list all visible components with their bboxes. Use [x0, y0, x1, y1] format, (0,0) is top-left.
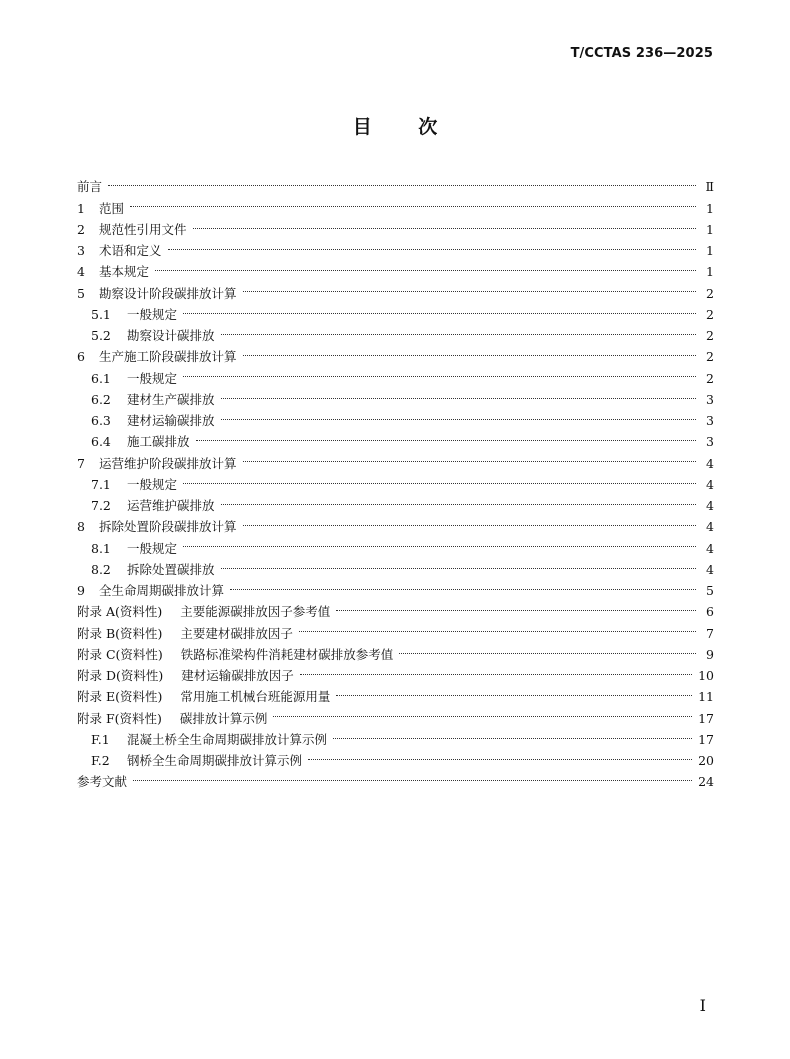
- toc-entry[interactable]: [77, 687, 714, 708]
- toc-entry-label: 建材运输碳排放: [127, 413, 215, 429]
- toc-entry-number: 4: [77, 264, 85, 280]
- toc-entry-number: 5.1: [91, 306, 111, 322]
- toc-dot-leader: [243, 525, 696, 526]
- toc-dot-leader: [130, 206, 696, 207]
- toc-entry-page: 17: [698, 731, 714, 747]
- toc-entry[interactable]: [77, 645, 714, 666]
- toc-dot-leader: [243, 355, 696, 356]
- toc-dot-leader: [336, 610, 696, 611]
- toc-entry-label: 常用施工机械台班能源用量: [180, 689, 331, 705]
- toc-entry-page: 4: [706, 455, 714, 471]
- toc-entry-label: 规范性引用文件: [99, 221, 187, 237]
- toc-dot-leader: [183, 376, 696, 377]
- toc-entry-page: 4: [706, 476, 714, 492]
- toc-dot-leader: [243, 291, 696, 292]
- toc-entry-page: 5: [706, 583, 714, 599]
- toc-entry[interactable]: [77, 220, 714, 241]
- toc-dot-leader: [221, 504, 696, 505]
- toc-entry-page: 2: [706, 328, 714, 344]
- toc-entry[interactable]: [77, 538, 714, 559]
- toc-entry-page: 9: [706, 646, 714, 662]
- toc-entry[interactable]: [77, 283, 714, 304]
- toc-entry-number: 附录 F(资料性): [77, 710, 162, 726]
- document-code: T/CCTAS 236—2025: [570, 46, 713, 61]
- toc-dot-leader: [336, 695, 692, 696]
- toc-entry-label: 范围: [99, 200, 125, 216]
- toc-entry-page: 1: [706, 264, 714, 280]
- toc-entry-label: 一般规定: [127, 540, 178, 556]
- toc-entry-number: 6: [77, 349, 85, 365]
- toc-entry-page: 3: [706, 434, 714, 450]
- toc-entry-page: 3: [706, 391, 714, 407]
- toc-entry[interactable]: [77, 347, 714, 368]
- toc-entry-number: 6.3: [91, 413, 111, 429]
- toc-dot-leader: [183, 313, 696, 314]
- toc-entry-label: 钢桥全生命周期碳排放计算示例: [127, 753, 303, 769]
- toc-entry-label: 前言: [77, 179, 103, 195]
- toc-dot-leader: [183, 483, 696, 484]
- toc-entry[interactable]: [77, 368, 714, 389]
- toc-entry-number: 5: [77, 285, 85, 301]
- toc-dot-leader: [168, 249, 696, 250]
- toc-entry[interactable]: [77, 666, 714, 687]
- table-of-contents: [77, 177, 714, 793]
- toc-entry-label: 碳排放计算示例: [179, 710, 268, 726]
- toc-entry[interactable]: [77, 241, 714, 262]
- toc-dot-leader: [300, 674, 692, 675]
- toc-dot-leader: [221, 419, 696, 420]
- toc-entry-page: 11: [698, 689, 714, 705]
- toc-dot-leader: [273, 716, 692, 717]
- toc-dot-leader: [183, 546, 696, 547]
- toc-entry-label: 建材运输碳排放因子: [181, 668, 294, 684]
- toc-entry-page: 2: [706, 306, 714, 322]
- toc-entry-page: 7: [706, 625, 714, 641]
- toc-entry-number: F.1: [91, 731, 110, 747]
- toc-entry-label: 生产施工阶段碳排放计算: [99, 349, 237, 365]
- toc-entry-label: 勘察设计阶段碳排放计算: [99, 285, 237, 301]
- toc-dot-leader: [155, 270, 696, 271]
- toc-entry-number: 6.4: [91, 434, 111, 450]
- toc-dot-leader: [221, 334, 696, 335]
- toc-dot-leader: [221, 568, 696, 569]
- toc-entry-number: 2: [77, 221, 85, 237]
- toc-entry-label: 混凝土桥全生命周期碳排放计算示例: [127, 731, 328, 747]
- toc-entry-label: 主要能源碳排放因子参考值: [180, 604, 331, 620]
- toc-dot-leader: [243, 461, 696, 462]
- toc-entry[interactable]: [77, 305, 714, 326]
- toc-entry-label: 拆除处置阶段碳排放计算: [99, 519, 237, 535]
- toc-entry-number: 8: [77, 519, 85, 535]
- toc-entry[interactable]: [77, 708, 714, 729]
- toc-entry[interactable]: [77, 751, 714, 772]
- toc-entry-number: 附录 B(资料性): [77, 625, 163, 641]
- toc-dot-leader: [399, 653, 696, 654]
- toc-entry-number: 7.2: [91, 498, 111, 514]
- toc-entry-label: 参考文献: [77, 774, 128, 790]
- toc-dot-leader: [196, 440, 696, 441]
- toc-entry-page: 1: [706, 243, 714, 259]
- toc-entry-page: 1: [706, 221, 714, 237]
- page-number: I: [699, 996, 706, 1015]
- toc-entry-page: 4: [706, 498, 714, 514]
- toc-entry[interactable]: [77, 390, 714, 411]
- toc-entry-number: 附录 D(资料性): [77, 668, 164, 684]
- toc-entry[interactable]: [77, 581, 714, 602]
- toc-dot-leader: [133, 780, 692, 781]
- toc-entry-label: 拆除处置碳排放: [127, 561, 215, 577]
- toc-entry-label: 运营维护碳排放: [127, 498, 215, 514]
- toc-entry-page: 17: [698, 710, 714, 726]
- toc-dot-leader: [221, 398, 696, 399]
- toc-entry[interactable]: [77, 602, 714, 623]
- toc-entry-page: 20: [698, 753, 714, 769]
- toc-entry[interactable]: [77, 496, 714, 517]
- toc-entry-number: 6.1: [91, 370, 111, 386]
- toc-entry-number: 7.1: [91, 476, 111, 492]
- toc-entry-page: 4: [706, 540, 714, 556]
- toc-entry-page: 4: [706, 519, 714, 535]
- toc-entry-number: 5.2: [91, 328, 111, 344]
- toc-entry-page: 2: [706, 349, 714, 365]
- toc-dot-leader: [299, 631, 696, 632]
- toc-entry-number: 附录 C(资料性): [77, 646, 163, 662]
- toc-entry-page: Ⅱ: [705, 179, 714, 195]
- toc-entry[interactable]: [77, 475, 714, 496]
- toc-entry[interactable]: [77, 560, 714, 581]
- toc-entry[interactable]: [77, 730, 714, 751]
- toc-entry-page: 4: [706, 561, 714, 577]
- toc-dot-leader: [193, 228, 696, 229]
- toc-entry-label: 全生命周期碳排放计算: [99, 583, 225, 599]
- toc-entry[interactable]: [77, 453, 714, 474]
- toc-entry[interactable]: [77, 772, 714, 793]
- toc-entry-page: 2: [706, 285, 714, 301]
- toc-entry-number: 7: [77, 455, 85, 471]
- toc-entry[interactable]: [77, 517, 714, 538]
- toc-entry-label: 铁路标准梁构件消耗建材碳排放参考值: [180, 646, 394, 662]
- toc-entry-page: 2: [706, 370, 714, 386]
- toc-entry-label: 一般规定: [127, 476, 178, 492]
- toc-entry-label: 基本规定: [99, 264, 150, 280]
- toc-entry-label: 一般规定: [127, 306, 178, 322]
- toc-dot-leader: [108, 185, 696, 186]
- toc-entry-number: 6.2: [91, 391, 111, 407]
- toc-entry-page: 24: [698, 774, 714, 790]
- toc-entry-page: 6: [706, 604, 714, 620]
- toc-entry-number: 9: [77, 583, 85, 599]
- toc-entry[interactable]: [77, 623, 714, 644]
- toc-entry[interactable]: [77, 432, 714, 453]
- toc-entry-number: 8.2: [91, 561, 111, 577]
- toc-entry-label: 建材生产碳排放: [127, 391, 215, 407]
- toc-dot-leader: [333, 738, 692, 739]
- toc-entry-number: 3: [77, 243, 85, 259]
- toc-entry-page: 10: [698, 668, 714, 684]
- toc-entry[interactable]: [77, 177, 714, 198]
- page-title: 目 次: [352, 116, 438, 138]
- toc-entry-page: 3: [706, 413, 714, 429]
- toc-entry-number: F.2: [91, 753, 110, 769]
- toc-entry-number: 附录 A(资料性): [77, 604, 163, 620]
- toc-entry-label: 勘察设计碳排放: [127, 328, 215, 344]
- toc-entry-label: 主要建材碳排放因子: [180, 625, 293, 641]
- toc-entry-label: 术语和定义: [99, 243, 162, 259]
- toc-entry[interactable]: [77, 326, 714, 347]
- toc-entry[interactable]: [77, 262, 714, 283]
- toc-dot-leader: [308, 759, 692, 760]
- toc-entry-label: 一般规定: [127, 370, 178, 386]
- toc-entry-number: 附录 E(资料性): [77, 689, 163, 705]
- toc-entry[interactable]: [77, 411, 714, 432]
- toc-dot-leader: [230, 589, 696, 590]
- toc-entry-label: 运营维护阶段碳排放计算: [99, 455, 237, 471]
- toc-entry-page: 1: [706, 200, 714, 216]
- toc-entry-number: 8.1: [91, 540, 111, 556]
- toc-entry-label: 施工碳排放: [127, 434, 190, 450]
- toc-entry-number: 1: [77, 200, 85, 216]
- toc-entry[interactable]: [77, 198, 714, 219]
